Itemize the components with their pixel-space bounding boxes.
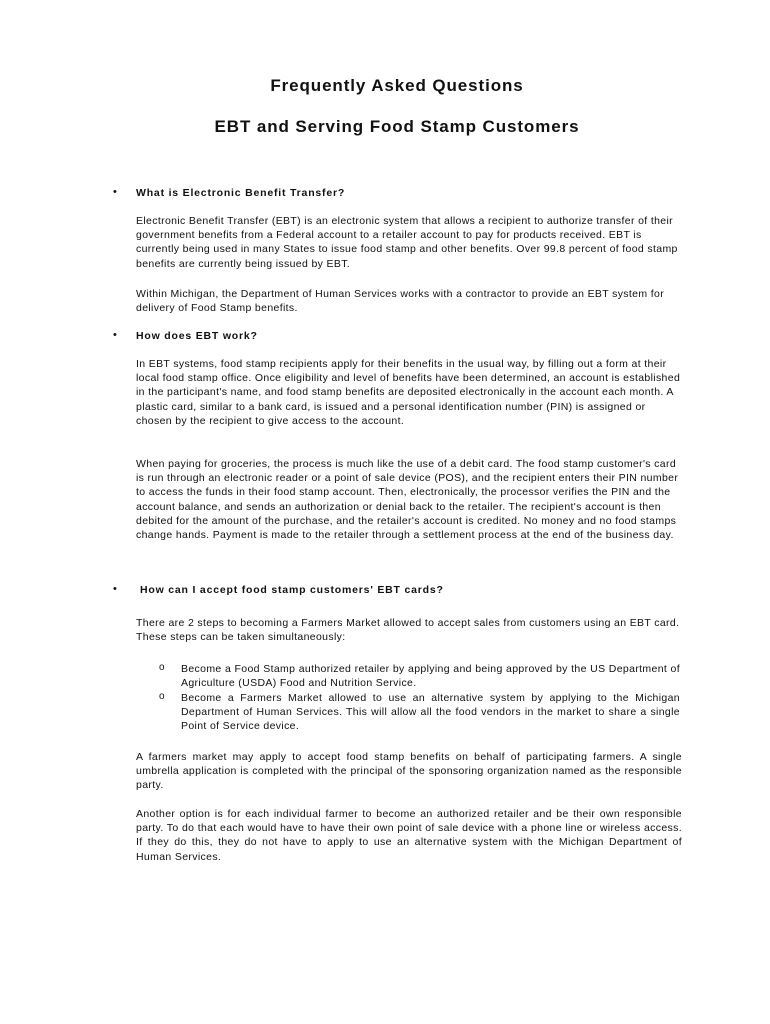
question-heading: How can I accept food stamp customers' EBT cards? — [140, 584, 444, 596]
bullet-icon: • — [113, 329, 117, 341]
answer-paragraph: A farmers market may apply to accept food stamp benefits on behalf of participating farmers. A single umbrella application is completed with the principal of the sponsoring organization named as the responsible party. — [136, 751, 682, 792]
list-item: Become a Farmers Market allowed to use an alternative system by applying to the Michigan Department of Human Services. This will allow all the food vendors in the market to share a single Point of Service device. — [181, 692, 680, 733]
page-title: Frequently Asked Questions — [270, 76, 524, 95]
question-heading: How does EBT work? — [136, 330, 258, 342]
answer-paragraph: Within Michigan, the Department of Human Services works with a contractor to provide an EBT system for delivery of Food Stamp benefits. — [136, 288, 665, 315]
answer-paragraph: Electronic Benefit Transfer (EBT) is an electronic system that allows a recipient to authorize transfer of their government benefits from a Federal account to a retailer account to pay for products received. EBT is currently being used in many States to issue food stamp and other benefits. Over 99.8 percent of food stamp benefits are currently being issued by EBT. — [136, 215, 678, 270]
answer-paragraph: In EBT systems, food stamp recipients apply for their benefits in the usual way, by filling out a form at their local food stamp office. Once eligibility and level of benefits have been determined, an account is established in the participant's name, and food stamp benefits are deposited electronically in the account each month. A plastic card, similar to a bank card, is issued and a personal identification number (PIN) is assigned or chosen by the recipient to give access to the account. — [136, 358, 681, 427]
sub-bullet-icon: o — [159, 662, 165, 673]
sub-bullet-icon: o — [159, 691, 165, 702]
list-item: Become a Food Stamp authorized retailer by applying and being approved by the US Department of Agriculture (USDA) Food and Nutrition Service. — [181, 663, 680, 690]
question-heading: What is Electronic Benefit Transfer? — [136, 187, 346, 199]
bullet-icon: • — [113, 583, 117, 595]
bullet-icon: • — [113, 186, 117, 198]
answer-paragraph: When paying for groceries, the process is much like the use of a debit card. The food stamp customer's card is run through an electronic reader or a point of sale device (POS), and the recipient enters their PIN number to access the funds in their food stamp account. Then, electronically, the processor verifies the PIN and the account balance, and sends an authorization or denial back to the retailer. The recipient's account is then debited for the amount of the purchase, and the retailer's account is credited. No money and no food stamps change hands. Payment is made to the retailer through a settlement process at the end of the business day. — [136, 458, 679, 542]
page-subtitle: EBT and Serving Food Stamp Customers — [214, 117, 580, 136]
answer-paragraph: There are 2 steps to becoming a Farmers Market allowed to accept sales from customers using an EBT card. These steps can be taken simultaneously: — [136, 617, 680, 644]
answer-paragraph: Another option is for each individual farmer to become an authorized retailer and be their own responsible party. To do that each would have to have their own point of sale device with a phone line or wireless access. If they do this, they do not have to apply to use an alternative system with the Michigan Department of Human Services. — [136, 808, 682, 863]
